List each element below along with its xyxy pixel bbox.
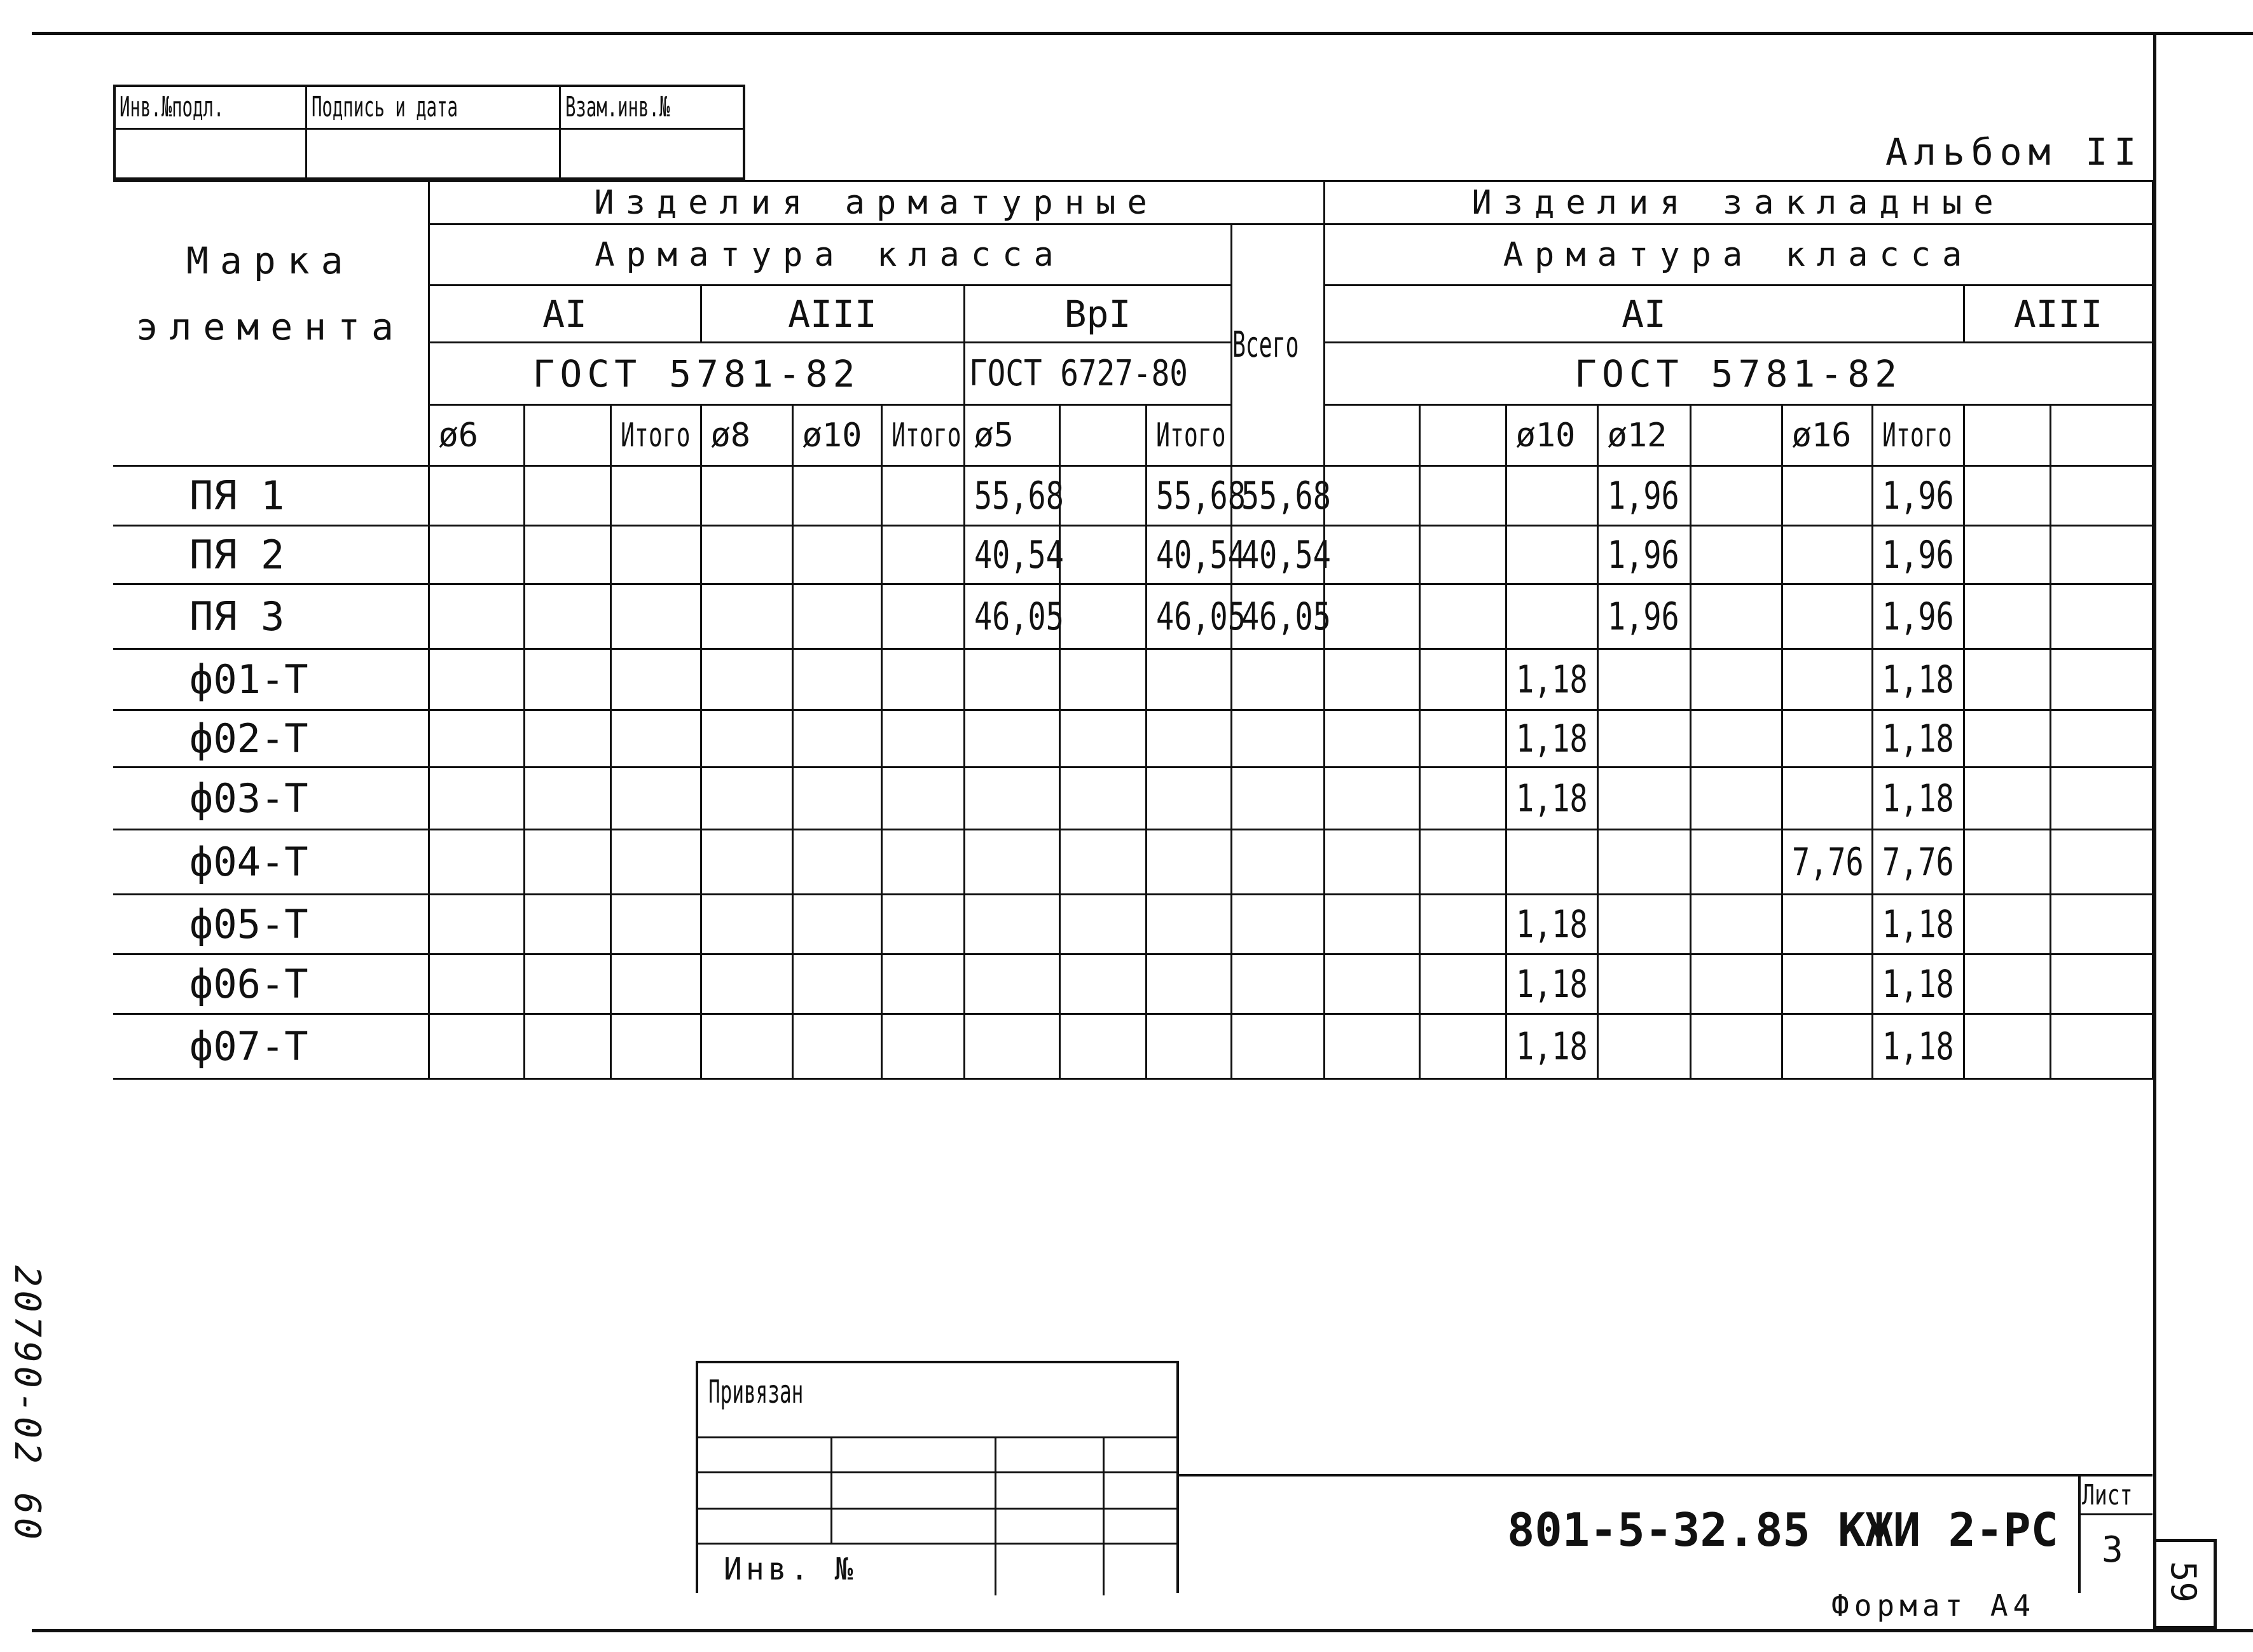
table-cell: [429, 584, 524, 649]
sub-header: Итого: [1146, 405, 1231, 466]
table-cell: [1690, 466, 1782, 526]
table-cell: [1324, 895, 1419, 954]
vzam-inv-label: Взам.инв.№: [565, 91, 670, 123]
class-bpi: ВрI: [964, 286, 1231, 343]
table-cell: [701, 584, 792, 649]
embedded-products-header: Изделия закладные: [1324, 181, 2153, 224]
class-ai-right: АI: [1324, 286, 1964, 343]
table-cell: [964, 895, 1059, 954]
table-cell: [2050, 526, 2153, 584]
table-cell: 1,96: [1872, 584, 1964, 649]
table-cell: [1690, 830, 1782, 895]
table-cell: [1597, 710, 1690, 767]
table-cell: [1146, 649, 1231, 710]
table-cell: 1,18: [1506, 895, 1597, 954]
table-cell: [701, 767, 792, 830]
sheet-cell-left-line: [2078, 1474, 2081, 1593]
sub-header: ø16: [1782, 405, 1872, 466]
element-mark: ПЯ 2: [113, 526, 429, 584]
table-row: [113, 895, 2153, 954]
table-cell: [792, 710, 881, 767]
table-cell: [1419, 466, 1506, 526]
class-ai-left: АI: [429, 286, 701, 343]
table-cell: [1231, 649, 1324, 710]
table-cell: [881, 466, 964, 526]
table-cell: [610, 649, 701, 710]
table-cell: [792, 767, 881, 830]
sub-header: ø10: [792, 405, 881, 466]
element-mark: ф05-Т: [113, 895, 429, 954]
table-cell: [1419, 584, 1506, 649]
inv-podl-label: Инв.№подл.: [120, 91, 224, 123]
table-cell: 55,68: [1231, 466, 1324, 526]
table-cell: [1506, 584, 1597, 649]
table-cell: [1231, 954, 1324, 1014]
element-mark: ф01-Т: [113, 649, 429, 710]
total-header: Всего: [1231, 224, 1324, 466]
table-cell: [964, 954, 1059, 1014]
table-cell: [1419, 767, 1506, 830]
table-row: [113, 767, 2153, 830]
binding-label: Привязан: [708, 1373, 804, 1410]
table-cell: [429, 526, 524, 584]
table-cell: [429, 466, 524, 526]
table-cell: [792, 830, 881, 895]
element-mark: ПЯ 1: [113, 466, 429, 526]
sub-header: [1690, 405, 1782, 466]
element-mark: ф03-Т: [113, 767, 429, 830]
table-row: [113, 584, 2153, 649]
table-cell: [1324, 466, 1419, 526]
table-cell: [1597, 954, 1690, 1014]
table-cell: [1782, 1014, 1872, 1079]
table-cell: [792, 526, 881, 584]
table-cell: [1964, 584, 2050, 649]
table-cell: [2050, 710, 2153, 767]
table-row: [113, 526, 2153, 584]
table-cell: [1231, 710, 1324, 767]
table-cell: [881, 830, 964, 895]
table-row: [113, 954, 2153, 1014]
title-block-top-line: [1179, 1474, 2153, 1476]
class-aiii-left: АIII: [701, 286, 964, 343]
table-cell: [1146, 710, 1231, 767]
table-cell: [1964, 830, 2050, 895]
table-cell: 7,76: [1872, 830, 1964, 895]
side-code: 20790-02 60: [6, 1265, 48, 1543]
signature-date-label: Подпись и дата: [312, 91, 458, 123]
table-cell: [1059, 954, 1146, 1014]
table-cell: [1146, 954, 1231, 1014]
table-cell: [1964, 895, 2050, 954]
table-cell: [792, 954, 881, 1014]
table-cell: [2050, 954, 2153, 1014]
table-cell: [1782, 767, 1872, 830]
table-cell: [1964, 710, 2050, 767]
table-cell: [1690, 954, 1782, 1014]
table-cell: [610, 710, 701, 767]
table-cell: [2050, 584, 2153, 649]
table-cell: 40,54: [1231, 526, 1324, 584]
table-cell: [1324, 710, 1419, 767]
table-cell: 1,96: [1597, 584, 1690, 649]
table-cell: [1324, 526, 1419, 584]
reinforcing-products-header: Изделия арматурные: [429, 181, 1324, 224]
table-cell: [1782, 954, 1872, 1014]
table-cell: 1,18: [1872, 954, 1964, 1014]
sub-header: [1964, 405, 2050, 466]
table-cell: [1506, 830, 1597, 895]
table-cell: [610, 830, 701, 895]
table-cell: [701, 895, 792, 954]
table-cell: [1690, 649, 1782, 710]
table-cell: [1324, 954, 1419, 1014]
table-cell: [964, 767, 1059, 830]
table-cell: [1059, 710, 1146, 767]
table-cell: [1059, 1014, 1146, 1079]
table-cell: [524, 767, 610, 830]
page-number: 59: [2163, 1561, 2203, 1603]
table-cell: 1,96: [1597, 526, 1690, 584]
table-row: [113, 649, 2153, 710]
element-mark: ф04-Т: [113, 830, 429, 895]
table-cell: 1,18: [1872, 895, 1964, 954]
table-cell: [1324, 584, 1419, 649]
table-cell: [429, 1014, 524, 1079]
table-cell: [1506, 466, 1597, 526]
gost-left: ГОСТ 5781-82: [429, 343, 964, 405]
element-mark: ф06-Т: [113, 954, 429, 1014]
element-mark: ф02-Т: [113, 710, 429, 767]
table-cell: [1059, 466, 1146, 526]
table-cell: [964, 830, 1059, 895]
table-cell: [2050, 466, 2153, 526]
sub-header: ø6: [429, 405, 524, 466]
table-cell: [1231, 1014, 1324, 1079]
table-cell: [610, 767, 701, 830]
table-cell: [1231, 895, 1324, 954]
sub-header: Итого: [881, 405, 964, 466]
sub-header: Итого: [610, 405, 701, 466]
table-cell: [1597, 649, 1690, 710]
table-cell: [524, 649, 610, 710]
table-cell: [1690, 767, 1782, 830]
table-cell: 1,18: [1506, 649, 1597, 710]
table-cell: 1,18: [1872, 710, 1964, 767]
table-cell: [1964, 954, 2050, 1014]
table-row: [113, 830, 2153, 895]
table-cell: [610, 584, 701, 649]
table-cell: [1146, 1014, 1231, 1079]
sub-header: [1419, 405, 1506, 466]
table-row: [113, 1014, 2153, 1079]
table-cell: [1690, 710, 1782, 767]
table-cell: 7,76: [1782, 830, 1872, 895]
table-cell: [881, 649, 964, 710]
gost-mid: ГОСТ 6727-80: [964, 343, 1231, 405]
right-border-line: [2153, 32, 2156, 1629]
table-cell: 1,18: [1506, 954, 1597, 1014]
table-cell: [1059, 584, 1146, 649]
table-cell: [701, 1014, 792, 1079]
table-cell: [881, 584, 964, 649]
table-cell: 46,05: [964, 584, 1059, 649]
sub-header: [524, 405, 610, 466]
table-cell: [1597, 830, 1690, 895]
table-cell: [1419, 526, 1506, 584]
table-cell: [429, 649, 524, 710]
table-cell: [1059, 767, 1146, 830]
table-cell: [1146, 895, 1231, 954]
table-cell: [701, 466, 792, 526]
table-cell: [881, 895, 964, 954]
table-cell: [1324, 649, 1419, 710]
table-cell: [701, 649, 792, 710]
table-cell: [610, 895, 701, 954]
table-cell: [1690, 895, 1782, 954]
inv-no-label: Инв. №: [724, 1552, 857, 1587]
sub-header: Итого: [1872, 405, 1964, 466]
class-aiii-right: АIII: [1964, 286, 2153, 343]
table-cell: [1506, 526, 1597, 584]
sheet-number: 3: [2102, 1529, 2123, 1571]
table-cell: 1,96: [1872, 526, 1964, 584]
table-cell: [524, 830, 610, 895]
sub-header: [1059, 405, 1146, 466]
table-cell: [2050, 830, 2153, 895]
table-cell: [429, 830, 524, 895]
table-cell: [792, 895, 881, 954]
table-cell: [1690, 1014, 1782, 1079]
table-cell: [881, 710, 964, 767]
table-cell: [524, 895, 610, 954]
table-cell: [1059, 649, 1146, 710]
table-cell: 55,68: [1146, 466, 1231, 526]
table-cell: [1419, 649, 1506, 710]
designation: 801-5-32.85 КЖИ 2-РС: [1507, 1503, 2058, 1557]
bottom-border-line: [32, 1629, 2253, 1632]
table-cell: 46,05: [1231, 584, 1324, 649]
table-cell: 1,18: [1506, 710, 1597, 767]
rebar-class-header-left: Арматура класса: [429, 224, 1231, 286]
table-cell: [1059, 830, 1146, 895]
table-cell: [429, 954, 524, 1014]
table-cell: [881, 526, 964, 584]
table-cell: [524, 710, 610, 767]
table-cell: 46,05: [1146, 584, 1231, 649]
table-cell: [1782, 649, 1872, 710]
table-cell: 55,68: [964, 466, 1059, 526]
specification-table: [113, 180, 2154, 1080]
approval-stamp: [113, 85, 745, 180]
table-cell: [701, 710, 792, 767]
table-cell: [1964, 466, 2050, 526]
table-cell: [1231, 767, 1324, 830]
table-cell: [1146, 767, 1231, 830]
table-cell: [524, 584, 610, 649]
table-cell: [524, 1014, 610, 1079]
element-mark: ф07-Т: [113, 1014, 429, 1079]
table-cell: 1,18: [1872, 1014, 1964, 1079]
table-cell: [1690, 584, 1782, 649]
table-cell: [1782, 466, 1872, 526]
sub-header: ø8: [701, 405, 792, 466]
rebar-class-header-right: Арматура класса: [1324, 224, 2153, 286]
table-cell: [964, 1014, 1059, 1079]
format-label: Формат А4: [1831, 1588, 2036, 1623]
table-cell: [429, 710, 524, 767]
table-cell: [2050, 895, 2153, 954]
table-cell: 40,54: [964, 526, 1059, 584]
sub-header: ø5: [964, 405, 1059, 466]
table-cell: 1,96: [1597, 466, 1690, 526]
table-cell: [1597, 1014, 1690, 1079]
sub-header: ø10: [1506, 405, 1597, 466]
table-cell: [2050, 767, 2153, 830]
sheet-cell-divider: [2078, 1513, 2153, 1515]
table-cell: 1,18: [1872, 767, 1964, 830]
table-cell: [610, 466, 701, 526]
table-cell: [1419, 1014, 1506, 1079]
table-cell: [964, 710, 1059, 767]
table-cell: [792, 584, 881, 649]
table-cell: 1,18: [1872, 649, 1964, 710]
top-border-line: [32, 32, 2253, 35]
table-cell: [701, 954, 792, 1014]
table-row: [113, 710, 2153, 767]
table-row: [113, 466, 2153, 526]
table-cell: [1419, 830, 1506, 895]
table-cell: [2050, 1014, 2153, 1079]
mark-header: Марка элемента: [113, 181, 429, 466]
table-cell: [429, 895, 524, 954]
table-cell: [610, 954, 701, 1014]
table-cell: [964, 649, 1059, 710]
table-cell: [1964, 649, 2050, 710]
table-cell: [881, 1014, 964, 1079]
table-cell: [1146, 830, 1231, 895]
table-cell: [1419, 710, 1506, 767]
table-cell: [1782, 526, 1872, 584]
table-cell: 40,54: [1146, 526, 1231, 584]
album-label: Альбом II: [1885, 130, 2143, 174]
binding-block: [696, 1361, 1179, 1593]
table-cell: [524, 526, 610, 584]
table-cell: [792, 466, 881, 526]
sub-header: [2050, 405, 2153, 466]
table-cell: [792, 1014, 881, 1079]
table-cell: [1690, 526, 1782, 584]
table-cell: [2050, 649, 2153, 710]
sheet-label: Лист: [2082, 1479, 2133, 1511]
table-cell: [524, 466, 610, 526]
table-cell: [1324, 1014, 1419, 1079]
table-cell: [1964, 1014, 2050, 1079]
sub-header: ø12: [1597, 405, 1690, 466]
table-cell: [1597, 767, 1690, 830]
table-cell: [1782, 584, 1872, 649]
table-cell: [610, 526, 701, 584]
table-cell: [1419, 895, 1506, 954]
table-cell: [429, 767, 524, 830]
table-cell: 1,18: [1506, 1014, 1597, 1079]
table-cell: [792, 649, 881, 710]
table-cell: [1324, 767, 1419, 830]
table-cell: 1,18: [1506, 767, 1597, 830]
table-cell: [881, 954, 964, 1014]
table-cell: [1964, 767, 2050, 830]
table-cell: [701, 526, 792, 584]
table-cell: [1782, 710, 1872, 767]
table-cell: [1059, 526, 1146, 584]
table-cell: [701, 830, 792, 895]
table-cell: [1782, 895, 1872, 954]
table-cell: [1964, 526, 2050, 584]
table-cell: [1059, 895, 1146, 954]
table-cell: [1419, 954, 1506, 1014]
sub-header: [1324, 405, 1419, 466]
table-cell: 1,96: [1872, 466, 1964, 526]
table-cell: [881, 767, 964, 830]
table-cell: [610, 1014, 701, 1079]
table-cell: [1324, 830, 1419, 895]
table-cell: [524, 954, 610, 1014]
gost-right: ГОСТ 5781-82: [1324, 343, 2153, 405]
element-mark: ПЯ 3: [113, 584, 429, 649]
table-cell: [1231, 830, 1324, 895]
table-cell: [1597, 895, 1690, 954]
